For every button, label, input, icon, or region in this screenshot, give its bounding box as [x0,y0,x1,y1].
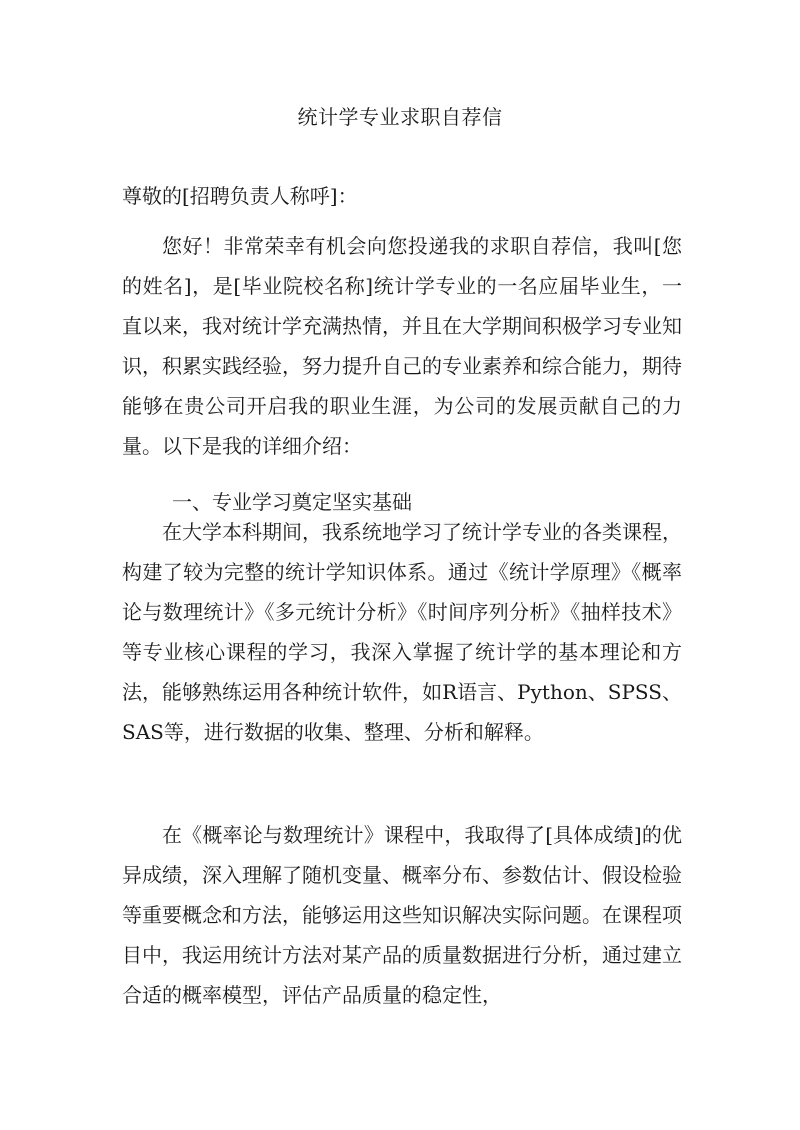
intro-paragraph: 您好！非常荣幸有机会向您投递我的求职自荐信，我叫[您的姓名]，是[毕业院校名称]统计学专业的一名应届毕业生，一直以来，我对统计学充满热情，并且在大学期间积极学习专业知识，积累实践经验，努力提升自己的专业素养和综合能力，期待能够在贵公司开启我的职业生涯，为公司的发展贡献自己的力量。以下是我的详细介绍： [122,234,682,458]
page-title: 统计学专业求职自荐信 [297,105,503,129]
salutation: 尊敬的[招聘负责人称呼]： [122,184,358,208]
study-paragraph: 在大学本科期间，我系统地学习了统计学专业的各类课程，构建了较为完整的统计学知识体系。通过《统计学原理》《概率论与数理统计》《多元统计分析》《时间序列分析》《抽样技术》等专业核心课程的学习，我深入掌握了统计学的基本理论和方法，能够熟练运用各种统计软件，如R语言、Python、SPSS、SAS等，进行数据的收集、整理、分析和解释。 [122,520,682,744]
section-heading: 一、专业学习奠定坚实基础 [172,490,412,514]
course-paragraph: 在《概率论与数理统计》课程中，我取得了[具体成绩]的优异成绩，深入理解了随机变量、概率分布、参数估计、假设检验等重要概念和方法，能够运用这些知识解决实际问题。在课程项目中，我运用统计方法对某产品的质量数据进行分析，通过建立合适的概率模型，评估产品质量的稳定性， [122,823,682,1007]
